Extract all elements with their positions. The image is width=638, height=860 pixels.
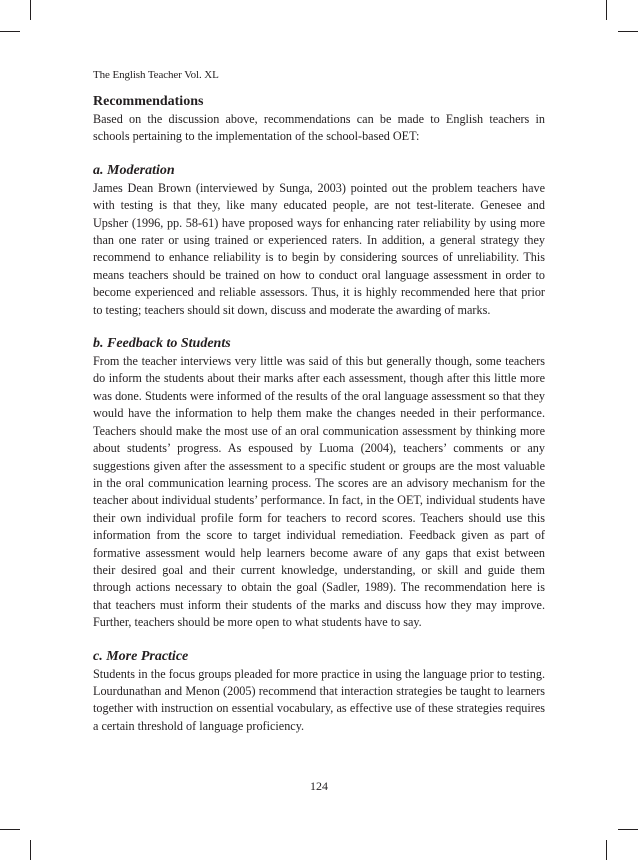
page-content	[93, 93, 545, 735]
running-header: The English Teacher Vol. XL	[93, 69, 219, 81]
crop-mark-top-left-v	[30, 0, 31, 20]
section-body: Based on the discussion above, recommendations can be made to English teachers in schools pertaining to the implementation of the school-based OET:	[93, 112, 545, 144]
section-body: Students in the focus groups pleaded for more practice in using the language prior to testing. Lourdunathan and Menon (2005) recommend that interaction strategies be taught to learners together with instruction on essential vocabulary, as effective use of these strategies requires a certain threshold of language proficiency.	[93, 666, 545, 733]
crop-mark-bottom-right-h	[618, 829, 638, 830]
crop-mark-top-left-h	[0, 31, 20, 32]
section-title: b. Feedback to Students	[93, 336, 231, 352]
section-feedback-to-students	[93, 335, 545, 632]
section-title: Recommendations	[93, 94, 204, 109]
crop-mark-bottom-left-h	[0, 829, 20, 830]
section-title: a. Moderation	[93, 162, 175, 178]
section-body: From the teacher interviews very little was said of this but generally though, some teachers do inform the students about their marks after each assessment, though after this little more was done. Students were informed of the results of the oral language assessment so that they would have the information to help them make the changes needed in their performance. Teachers should make the most use of an oral communication assessment by thinking more about students’ progress. As espoused by Luoma (2004), teachers’ comments or any suggestions given after the assessment to a specific student or groups are the most valuable in the oral communication learning process. The scores are an advisory mechanism for the teacher about individual students’ performance. In fact, in the OET, individual students have their own individual profile form for teachers to record scores. Teachers should use this information from the score to target individual remediation. Feedback given as part of formative assessment would help learners become aware of any gaps that exist between their desired goal and their current knowledge, understanding, or skill and guide them through actions necessary to obtain the goal (Sadler, 1989). The recommendation here is that teachers must inform their students of the marks and discuss how they may improve. Further, teachers should be more open to what students have to say.	[93, 354, 545, 630]
section-recommendations	[93, 93, 545, 146]
section-moderation	[93, 162, 545, 319]
crop-mark-bottom-left-v	[30, 840, 31, 860]
crop-mark-top-right-v	[606, 0, 607, 20]
section-more-practice	[93, 648, 545, 736]
page-number: 124	[310, 779, 328, 793]
crop-mark-bottom-right-v	[606, 840, 607, 860]
crop-mark-top-right-h	[618, 31, 638, 32]
section-title: c. More Practice	[93, 648, 189, 664]
section-body: James Dean Brown (interviewed by Sunga, 2003) pointed out the problem teachers have with testing is that they, like many educated people, are not test-literate. Genesee and Upsher (1996, pp. 58-61) have proposed ways for enhancing rater reliability by using more than one rater or using trained or experienced raters. In addition, a general strategy they recommend to enhance reliability is to begin by considering sources of unreliability. This means teachers should be trained on how to conduct oral language assessment in order to become experienced and reliable assessors. Thus, it is highly recommended here that prior to testing; teachers should sit down, discuss and moderate the awarding of marks.	[93, 180, 545, 317]
